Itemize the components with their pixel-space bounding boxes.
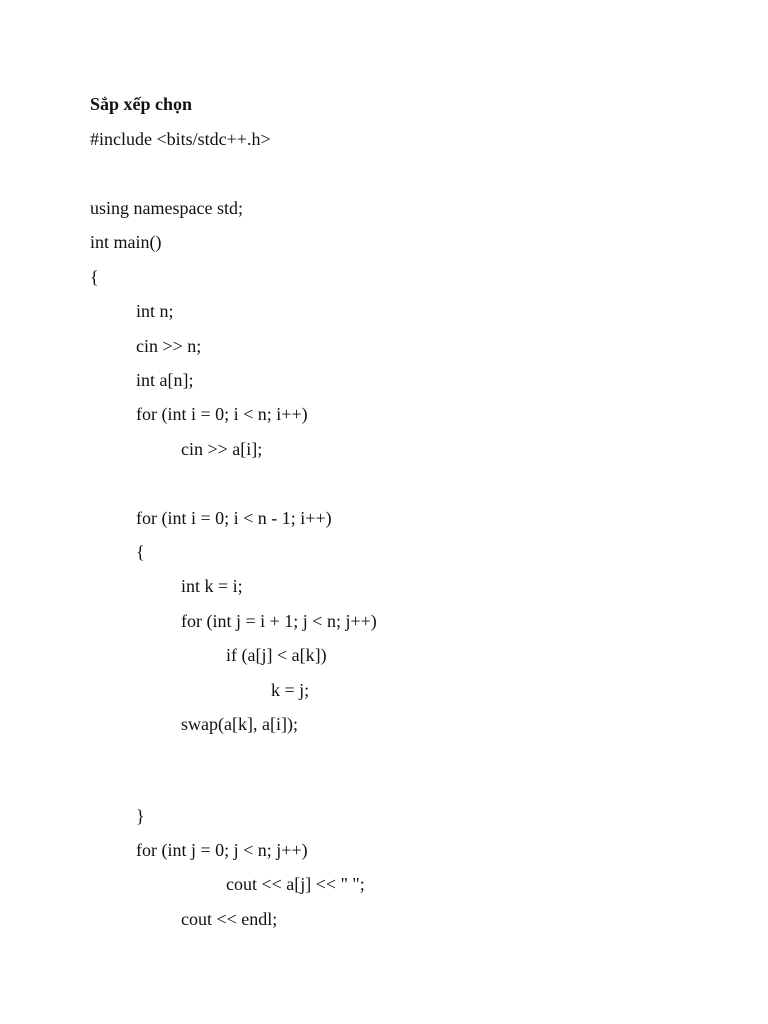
code-line-read-element: cin >> a[i]; — [181, 439, 263, 459]
code-line-outer-loop: for (int i = 0; i < n - 1; i++) — [136, 508, 332, 528]
code-line-include: #include <bits/stdc++.h> — [90, 129, 271, 149]
code-line-outer-open-brace: { — [136, 542, 145, 562]
code-line-declare-n: int n; — [136, 301, 174, 321]
document-title: Sắp xếp chọn — [90, 94, 193, 114]
code-line-input-loop: for (int i = 0; i < n; i++) — [136, 404, 308, 424]
code-line-using-namespace: using namespace std; — [90, 198, 243, 218]
code-line-assign-k: k = j; — [271, 680, 310, 700]
code-line-read-n: cin >> n; — [136, 336, 202, 356]
code-line-print-endl: cout << endl; — [181, 909, 278, 929]
code-line-init-k: int k = i; — [181, 576, 243, 596]
code-line-main-open-brace: { — [90, 267, 99, 287]
code-line-compare: if (a[j] < a[k]) — [226, 645, 327, 665]
code-line-inner-loop: for (int j = i + 1; j < n; j++) — [181, 611, 377, 631]
code-line-main: int main() — [90, 232, 162, 252]
code-line-print-element: cout << a[j] << " "; — [226, 874, 365, 894]
code-line-declare-array: int a[n]; — [136, 370, 194, 390]
code-line-swap: swap(a[k], a[i]); — [181, 714, 298, 734]
code-line-outer-close-brace: } — [136, 806, 145, 826]
code-line-output-loop: for (int j = 0; j < n; j++) — [136, 840, 308, 860]
